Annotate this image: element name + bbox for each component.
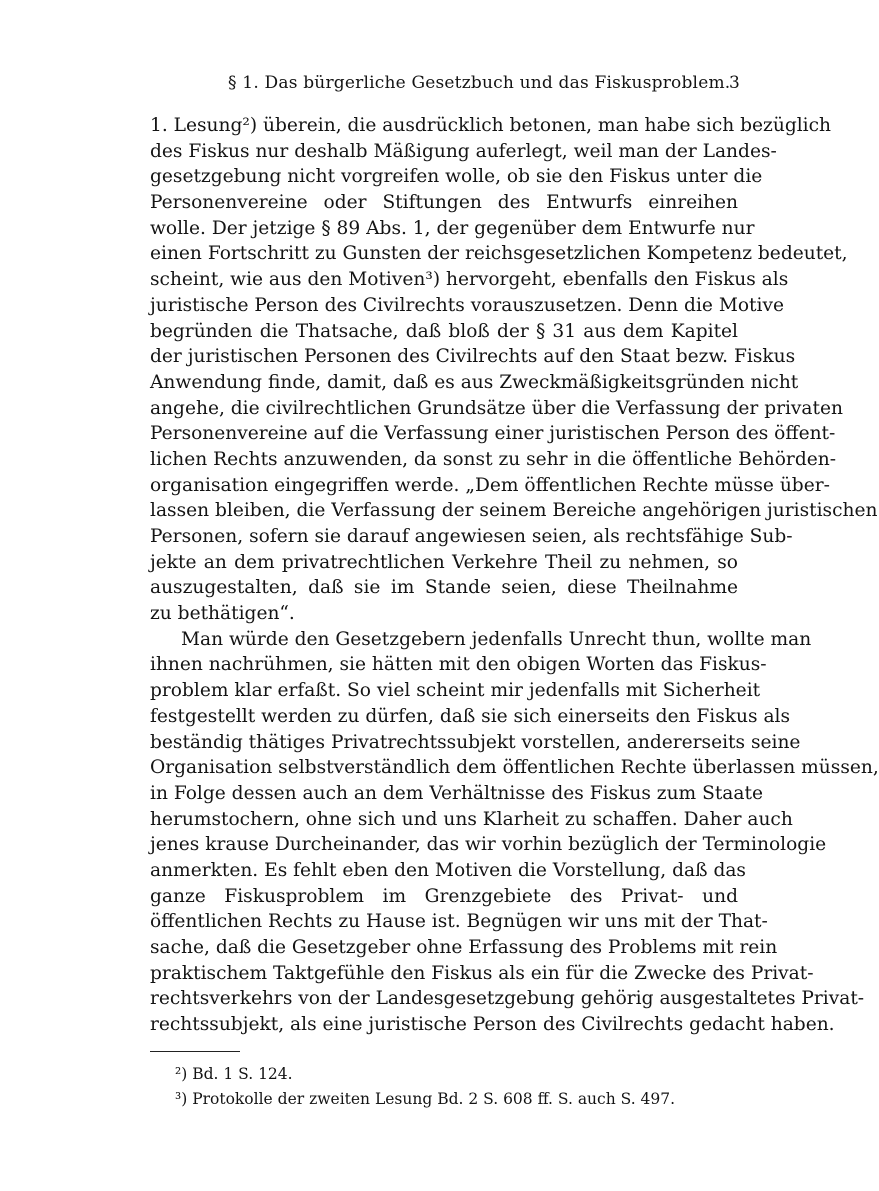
running-header	[150, 73, 740, 103]
body-text	[150, 113, 879, 1038]
text-line: 1. Lesung²) überein, die ausdrücklich betonen, man habe sich bezüglich	[150, 115, 832, 136]
paragraph-1	[150, 113, 878, 627]
footnotes	[175, 1062, 675, 1112]
text-line: öffentlichen Rechts zu Hause ist. Begnügen wir uns mit der That-	[150, 911, 768, 933]
footnote-divider	[150, 1051, 240, 1052]
text-line: zu bethätigen“.	[150, 603, 295, 625]
text-line: Personenvereine auf die Verfassung einer juristischen Person des öffent-	[150, 423, 836, 445]
text-line: des Fiskus nur deshalb Mäßigung auferlegt, weil man der Landes-	[150, 140, 777, 162]
text-line: in Folge dessen auch an dem Verhältnisse des Fiskus zum Staate	[150, 782, 763, 804]
text-line: juristische Person des Civilrechts vorauszusetzen. Denn die Motive	[150, 294, 784, 316]
text-line: anmerkten. Es fehlt eben den Motiven die Vorstellung, daß das	[150, 859, 746, 881]
text-line: der juristischen Personen des Civilrechts auf den Staat bezw. Fiskus	[150, 346, 796, 368]
page-number: 3	[728, 73, 740, 93]
header-title: § 1. Das bürgerliche Gesetzbuch und das Fiskusproblem.	[228, 73, 731, 93]
text-line: scheint, wie aus den Motiven³) hervorgeht, ebenfalls den Fiskus als	[150, 269, 789, 291]
text-line: praktischem Taktgefühle den Fiskus als ein für die Zwecke des Privat-	[150, 962, 814, 984]
text-line: begründen die Thatsache, daß bloß der § 31 aus dem Kapitel	[150, 320, 738, 342]
footnote-2: ²) Bd. 1 S. 124.	[175, 1065, 293, 1083]
text-line: ganze Fiskusproblem im Grenzgebiete des Privat- und	[150, 885, 738, 907]
text-line: Organisation selbstverständlich dem öffentlichen Rechte überlassen müssen,	[150, 757, 879, 779]
text-line: wolle. Der jetzige § 89 Abs. 1, der gegenüber dem Entwurfe nur	[150, 217, 755, 239]
text-line: sache, daß die Gesetzgeber ohne Erfassung des Problems mit rein	[150, 937, 778, 958]
text-line: jenes krause Durcheinander, das wir vorhin bezüglich der Terminologie	[150, 834, 827, 856]
text-line: festgestellt werden zu dürfen, daß sie sich einerseits den Fiskus als	[150, 705, 791, 727]
text-line: beständig thätiges Privatrechtssubjekt vorstellen, andererseits seine	[150, 731, 801, 753]
text-line: problem klar erfaßt. So viel scheint mir jedenfalls mit Sicherheit	[150, 680, 761, 702]
text-line: organisation eingegriffen werde. „Dem öffentlichen Rechte müsse über-	[150, 474, 830, 496]
text-line: Anwendung finde, damit, daß es aus Zweckmäßigkeitsgründen nicht	[150, 371, 799, 393]
text-line: lichen Rechts anzuwenden, da sonst zu sehr in die öffentliche Behörden-	[150, 448, 836, 470]
footnote-3: ³) Protokolle der zweiten Lesung Bd. 2 S. 608 ff. S. auch S. 497.	[175, 1090, 676, 1108]
text-line: herumstochern, ohne sich und uns Klarheit zu schaffen. Daher auch	[150, 808, 793, 830]
text-line: gesetzgebung nicht vorgreifen wolle, ob sie den Fiskus unter die	[150, 166, 763, 188]
text-line: lassen bleiben, die Verfassung der seinem Bereiche angehörigen juristischen	[150, 500, 878, 522]
text-line: ihnen nachrühmen, sie hätten mit den obigen Worten das Fiskus-	[150, 654, 767, 676]
paragraph-2	[150, 627, 879, 1038]
text-line: einen Fortschritt zu Gunsten der reichsgesetzlichen Kompetenz bedeutet,	[150, 243, 848, 265]
text-line: Personen, sofern sie darauf angewiesen seien, als rechtsfähige Sub-	[150, 526, 793, 547]
text-line: Personenvereine oder Stiftungen des Entwurfs einreihen	[150, 192, 738, 214]
text-line: jekte an dem privatrechtlichen Verkehre Theil zu nehmen, so	[150, 551, 738, 573]
text-line: rechtssubjekt, als eine juristische Person des Civilrechts gedacht haben.	[150, 1014, 835, 1036]
text-line: Man würde den Gesetzgebern jedenfalls Unrecht thun, wollte man	[181, 628, 812, 650]
text-line: rechtsverkehrs von der Landesgesetzgebung gehörig ausgestaltetes Privat-	[150, 988, 865, 1010]
text-line: auszugestalten, daß sie im Stande seien, diese Theilnahme	[150, 577, 738, 599]
text-line: angehe, die civilrechtlichen Grundsätze über die Verfassung der privaten	[150, 397, 843, 419]
